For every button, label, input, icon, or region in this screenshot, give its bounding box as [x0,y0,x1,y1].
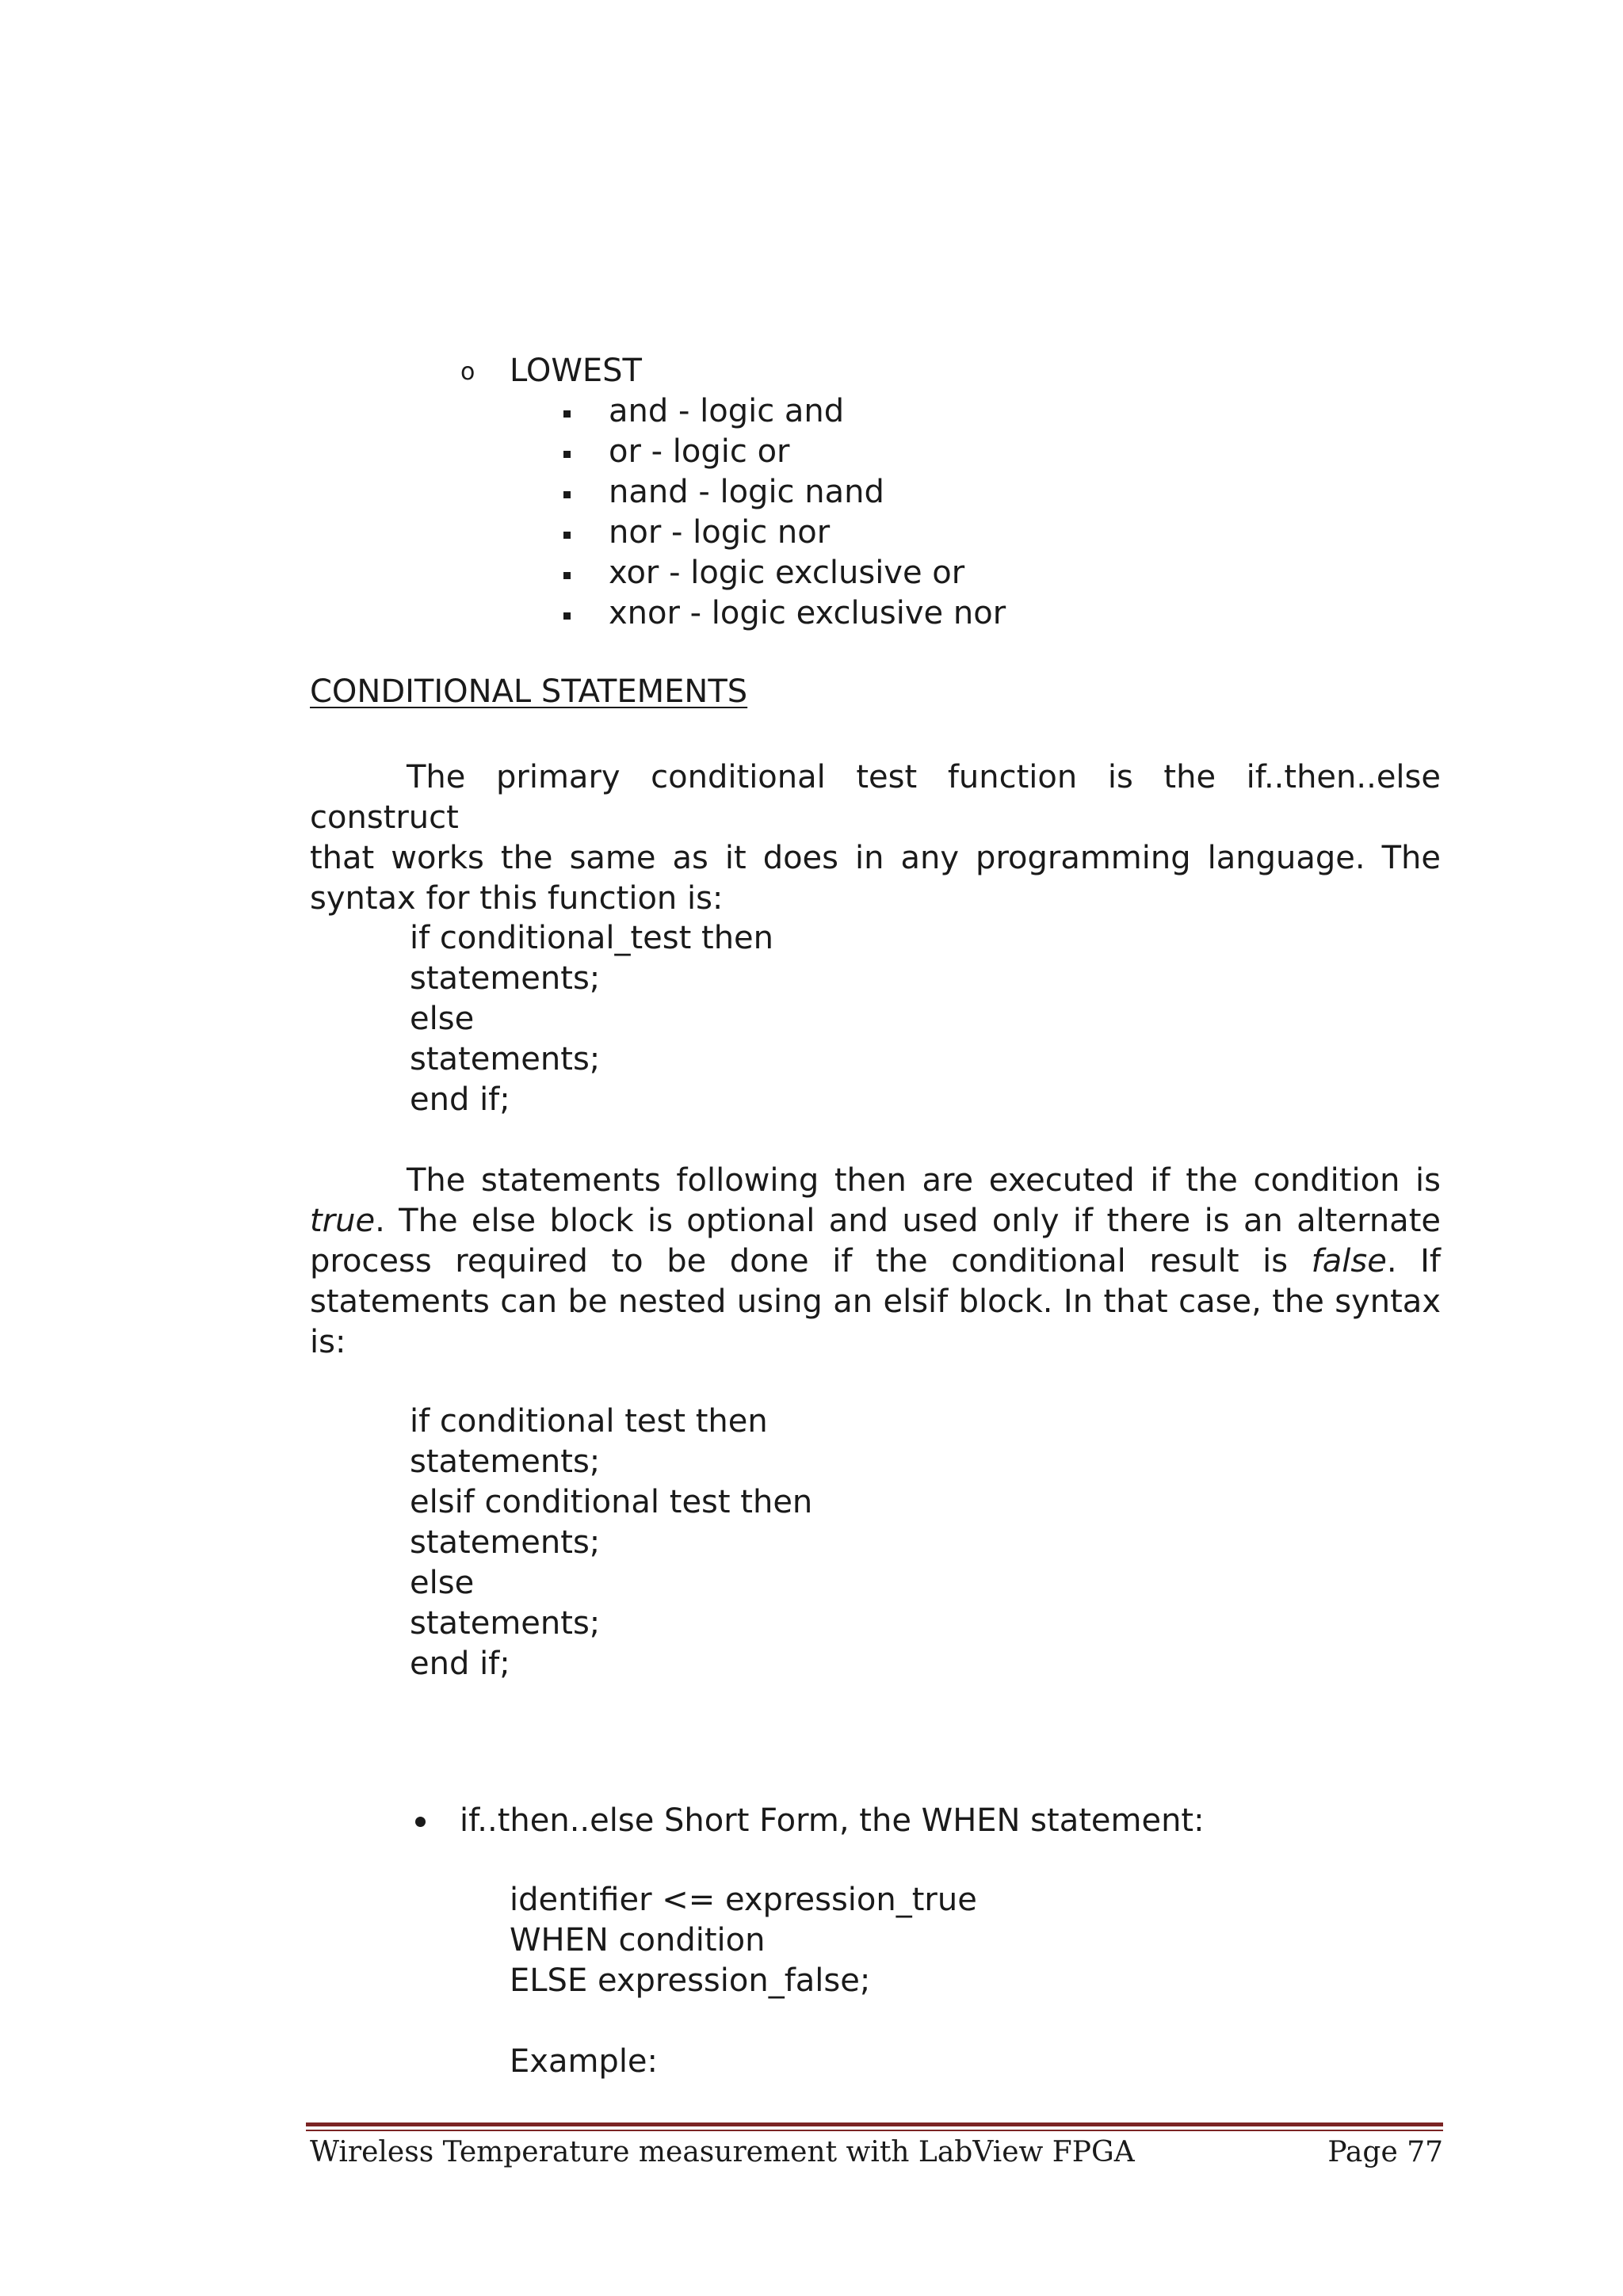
sub-list-marker: o [460,358,475,386]
code-line: else [410,1565,475,1601]
code-line: if conditional_test then [410,920,774,956]
example-label: Example: [510,2043,659,2080]
square-bullet-icon [563,410,571,418]
code-line: ELSE expression_false; [510,1962,871,1999]
lowest-label: LOWEST [510,353,642,389]
paragraph-line: The statements following then are executed if the condition is [407,1162,1441,1199]
list-item-text: and - logic and [609,393,845,429]
code-line: else [410,1001,475,1037]
paragraph-line: process required to be done if the conditional result is false. If [310,1243,1441,1280]
code-line: if conditional test then [410,1403,768,1440]
paragraph-line: statements can be nested using an elsif block. In that case, the syntax [310,1283,1441,1320]
intro-paragraph [310,757,1441,919]
code-line: WHEN condition [510,1922,766,1958]
footer-rule-thick [306,2122,1443,2126]
paragraph-line: is: [310,1324,346,1360]
code-line: statements; [410,960,601,997]
square-bullet-icon [563,572,571,579]
code-line: elsif conditional test then [410,1484,813,1520]
square-bullet-icon [563,451,571,458]
list-item-text: xor - logic exclusive or [609,555,965,591]
code-line: statements; [410,1444,601,1480]
square-bullet-icon [563,491,571,498]
paragraph-line: true. The else block is optional and used only if there is an alternate [310,1203,1441,1239]
footer-title: Wireless Temperature measurement with LabView FPGA [310,2136,1135,2168]
code-line: statements; [410,1041,601,1077]
code-line: end if; [410,1081,510,1118]
list-item-text: or - logic or [609,433,790,470]
list-item-text: nand - logic nand [609,474,884,510]
bullet-text: if..then..else Short Form, the WHEN statement: [460,1802,1205,1839]
square-bullet-icon [563,612,571,620]
paragraph-line: syntax for this function is: [310,880,724,917]
list-item-text: nor - logic nor [609,514,831,551]
paragraph-line: that works the same as it does in any programming language. The [310,840,1441,876]
code-line: end if; [410,1646,510,1682]
section-heading: CONDITIONAL STATEMENTS [310,673,748,710]
list-item-text: xnor - logic exclusive nor [609,595,1006,631]
bullet-dot-icon [415,1817,426,1827]
footer-rule-thin [306,2130,1443,2131]
code-line: statements; [410,1524,601,1561]
explanation-paragraph [310,1161,1441,1363]
page-number: Page 77 [1327,2136,1443,2168]
code-line: identifier <= expression_true [510,1882,977,1918]
code-line: statements; [410,1605,601,1642]
paragraph-line: The primary conditional test function is the if..then..else construct [310,759,1441,836]
square-bullet-icon [563,532,571,539]
